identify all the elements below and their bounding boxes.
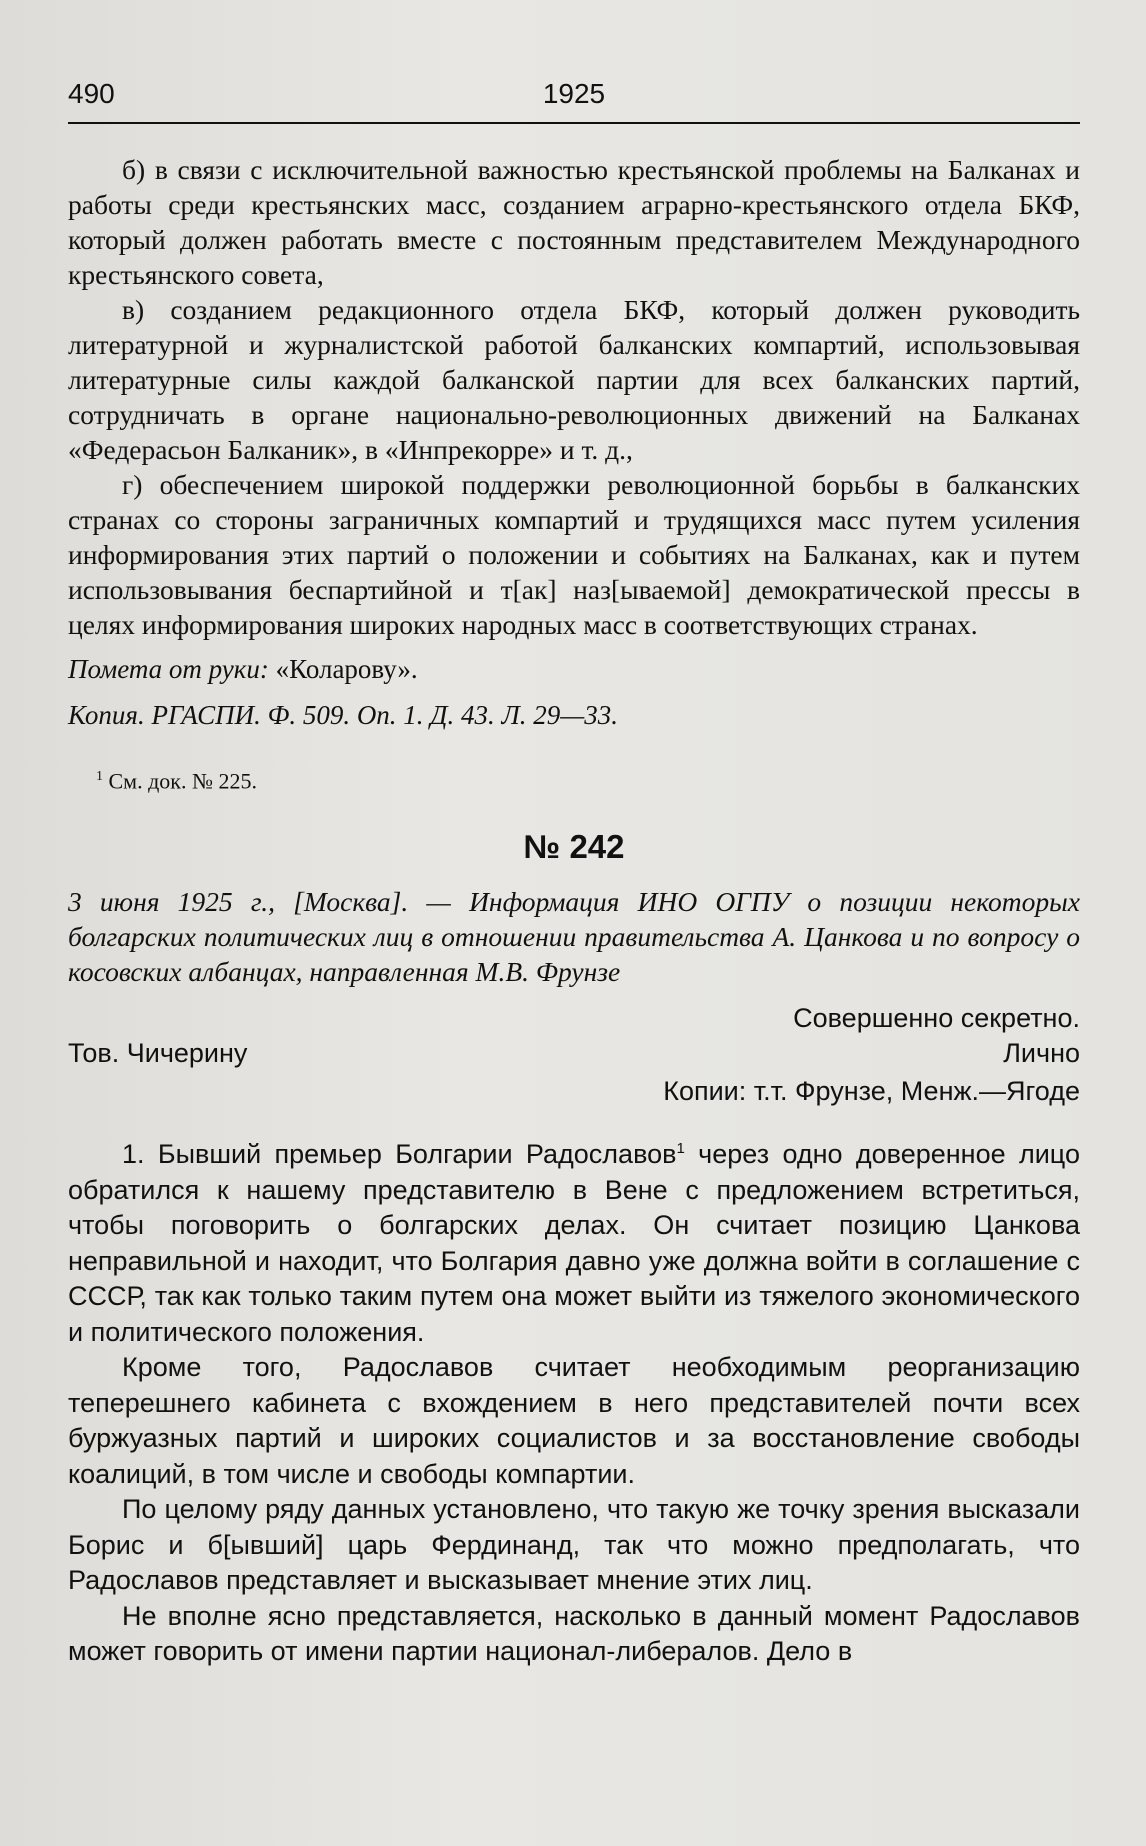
body-paragraph-3: По целому ряду данных установлено, что такую же точку зрения высказали Борис и б[ывший] царь Фердинанд, так что можно предполагать, что Радославов представляет и высказывает мнение этих лиц. [68,1494,1080,1596]
classification-stamp: Совершенно секретно. [793,1003,1080,1034]
footnote [96,759,1080,798]
addressee-line [68,1038,1080,1072]
copies-line: Копии: т.т. Фрунзе, Менж.—Ягоде [663,1076,1080,1107]
document-text [68,1131,1080,1670]
paragraph-b: б) в связи с исключительной важностью крестьянской проблемы на Балканах и работы среди крестьянских масс, созданием аграрно-крестьянского отдела БКФ, который должен работать вместе с постоянным представителем Международного крестьянского совета, [68,154,1080,290]
page-number: 490 [68,78,115,109]
handwritten-note [68,652,1080,686]
paragraph-g: г) обеспечением широкой поддержки революционной борьбы в балканских странах со стороны заграничных компартий и трудящихся масс путем усиления информирования этих партий о положении и событиях на Балканах, как и путем использовывания беспартийной и т[ак] наз[ываемой] демократической прессы в целях информирования широких народных масс в соответствующих странах. [68,469,1080,640]
archive-source: Копия. РГАСПИ. Ф. 509. Оп. 1. Д. 43. Л. 29—33. [68,700,619,730]
addressee: Тов. Чичерину [68,1038,248,1069]
page-header [68,78,1080,124]
footnote-mark: 1 [96,769,103,784]
note-text: «Коларову». [275,654,418,684]
body-paragraph-2: Кроме того, Радославов считает необходимым реорганизацию теперешнего кабинета с вхождением в него представителей почти всех буржуазных партий и широких социалистов и за восстановление свободы коалиций, в том числе и свободы компартии. [68,1352,1080,1489]
page-body [68,152,1080,1670]
document-title: 3 июня 1925 г., [Москва]. — Информация ИНО ОГПУ о позиции некоторых болгарских политических лиц в отношении правительства А. Цанкова и по вопросу о косовских албанцах, направленная М.В. Фрунзе [68,886,1080,988]
footnote-text: См. док. № 225. [108,768,257,794]
personal-mark: Лично [1003,1038,1080,1069]
note-label: Помета от руки: [68,654,269,684]
paragraph-v: в) созданием редакционного отдела БКФ, который должен руководить литературной и журналистской работой балканских компартий, использовывая литературные силы каждой балканской партии для всех балканских партий, сотрудничать в органе национально-революционных движений на Балканах «Федерасьон Балканик», в «Инпрекорре» и т. д., [68,294,1080,465]
document-number: № 242 [523,828,625,866]
running-head-year: 1925 [542,78,606,109]
body-paragraph-1: 1. Бывший премьер Болгарии Радославов$^1$ через одно доверенное лицо обратился к нашему представителю в Вене с предложением встретиться, чтобы поговорить о болгарских делах. Он считает позицию Цанкова неправильной и находит, что Болгария давно уже должна войти в соглашение с СССР, так как только таким путем она может выйти из тяжелого экономического и политического положения. [68,1139,1080,1347]
body-paragraph-4: Не вполне ясно представляется, насколько в данный момент Радославов может говорить от имени партии национал-либералов. Дело в [68,1600,1080,1667]
footnote-ref: 1 [676,1140,685,1158]
